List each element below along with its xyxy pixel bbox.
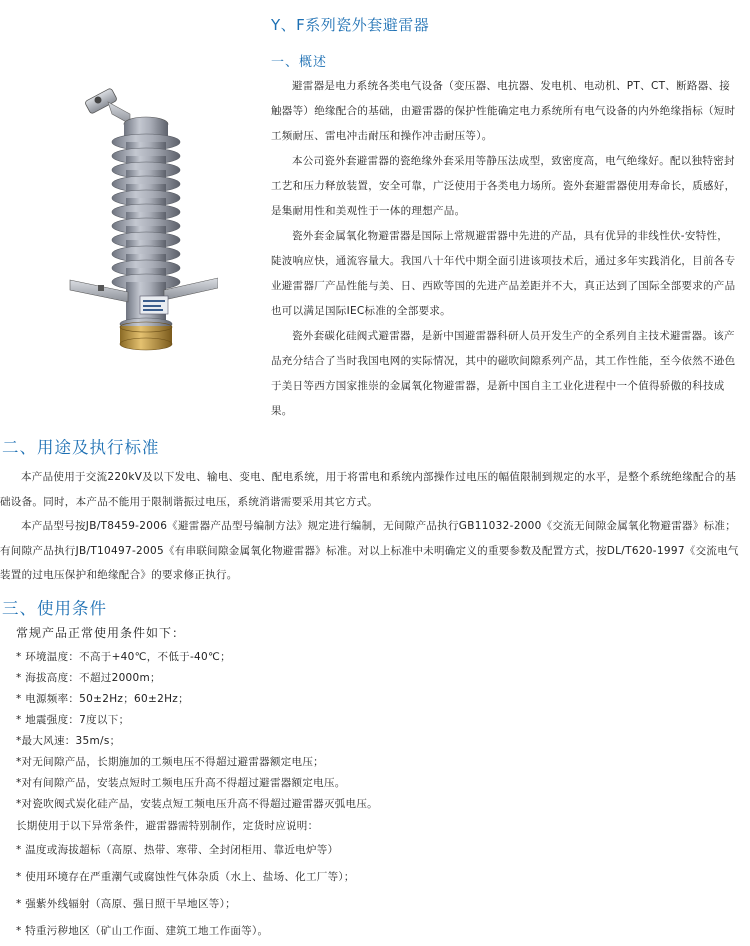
overview-paragraph: 瓷外套碳化硅阀式避雷器，是新中国避雷器科研人员开发生产的全系列自主技术避雷器。该产品充分结合了当时我国电网的实际情况，其中的磁吹间隙系列产品，其工作性能，至今依然不逊色于美日等西方国家推崇的金属氧化物避雷器，是新中国自主工业化进程中一个值得骄傲的科技成果。 bbox=[271, 330, 736, 417]
standards-paragraph: 本产品型号按JB/T8459-2006《避雷器产品型号编制方法》规定进行编制，无间隙产品执行GB11032-2000《交流无间隙金属氧化物避雷器》标准；有间隙产品执行JB/T10497-2005《有串联间隙金属氧化物避雷器》标准。对以上标准中未明确定义的重要参数及配置方式，按DL/T620-1997《交流电气装置的过电压保护和绝缘配合》的要求修正执行。 bbox=[0, 520, 739, 581]
usage-standards-text bbox=[0, 465, 742, 588]
condition-item: *对有间隙产品，安装点短时工频电压升高不得超过避雷器额定电压。 bbox=[16, 777, 346, 789]
condition-item: * 地震强度：7度以下； bbox=[16, 714, 130, 726]
section-heading-overview: 一、概述 bbox=[271, 55, 328, 70]
conditions-block bbox=[16, 624, 736, 945]
usage-paragraph: 本产品使用于交流220kV及以下发电、输电、变电、配电系统，用于将雷电和系统内部操作过电压的幅值限制到规定的水平，是整个系统绝缘配合的基础设备。同时，本产品不能用于限制谐振过电压，系统消谐需要采用其它方式。 bbox=[0, 471, 737, 508]
section-heading-usage-standards: 二、用途及执行标准 bbox=[2, 438, 160, 457]
condition-item: *对无间隙产品，长期施加的工频电压不得超过避雷器额定电压； bbox=[16, 756, 324, 768]
condition-item: *最大风速：35m/s； bbox=[16, 735, 121, 747]
arrester-drawing bbox=[68, 84, 218, 384]
overview-text bbox=[271, 74, 737, 424]
abnormal-conditions-lead: 长期使用于以下异常条件，避雷器需特别制作，定货时应说明： bbox=[16, 820, 319, 832]
normal-conditions-lead: 常规产品正常使用条件如下： bbox=[16, 626, 186, 640]
condition-item: * 海拔高度：不超过2000m； bbox=[16, 672, 161, 684]
abnormal-condition-item: * 使用环境存在严重潮气或腐蚀性气体杂质（水上、盐场、化工厂等）； bbox=[16, 871, 355, 883]
condition-item: * 电源频率：50±2Hz；60±2Hz； bbox=[16, 693, 189, 705]
overview-paragraph: 本公司瓷外套避雷器的瓷绝缘外套采用等静压法成型，致密度高，电气绝缘好。配以独特密封工艺和压力释放装置，安全可靠，广泛使用于各类电力场所。瓷外套避雷器使用寿命长，质感好，是集耐用性和美观性于一体的理想产品。 bbox=[271, 155, 736, 217]
page-title: Y、F系列瓷外套避雷器 bbox=[271, 16, 430, 34]
abnormal-condition-item: * 温度或海拔超标（高原、热带、寒带、全封闭柜用、靠近电炉等） bbox=[16, 844, 339, 856]
abnormal-condition-item: * 特重污秽地区（矿山工作面、建筑工地工作面等）。 bbox=[16, 925, 269, 937]
condition-item: *对瓷吹阀式炭化硅产品，安装点短工频电压升高不得超过避雷器灭弧电压。 bbox=[16, 798, 378, 810]
overview-paragraph: 避雷器是电力系统各类电气设备（变压器、电抗器、发电机、电动机、PT、CT、断路器、接触器等）绝缘配合的基础，由避雷器的保护性能确定电力系统所有电气设备的内外绝缘指标（短时工频耐压、雷电冲击耐压和操作冲击耐压等）。 bbox=[271, 80, 736, 142]
arrester-image bbox=[68, 84, 218, 384]
condition-item: * 环境温度：不高于+40℃，不低于-40℃； bbox=[16, 651, 231, 663]
section-heading-conditions: 三、使用条件 bbox=[2, 599, 107, 618]
abnormal-condition-item: * 强紫外线辐射（高原、强日照干旱地区等）； bbox=[16, 898, 236, 910]
overview-paragraph: 瓷外套金属氧化物避雷器是国际上常规避雷器中先进的产品，具有优异的非线性伏-安特性，陡波响应快，通流容量大。我国八十年代中期全面引进该项技术后，通过多年实践消化，目前各专业避雷器厂产品性能与美、日、西欧等国的先进产品差距并不大，真正达到了国际全部要求的产品也可以满足国际IEC标准的全部要求。 bbox=[271, 230, 736, 317]
